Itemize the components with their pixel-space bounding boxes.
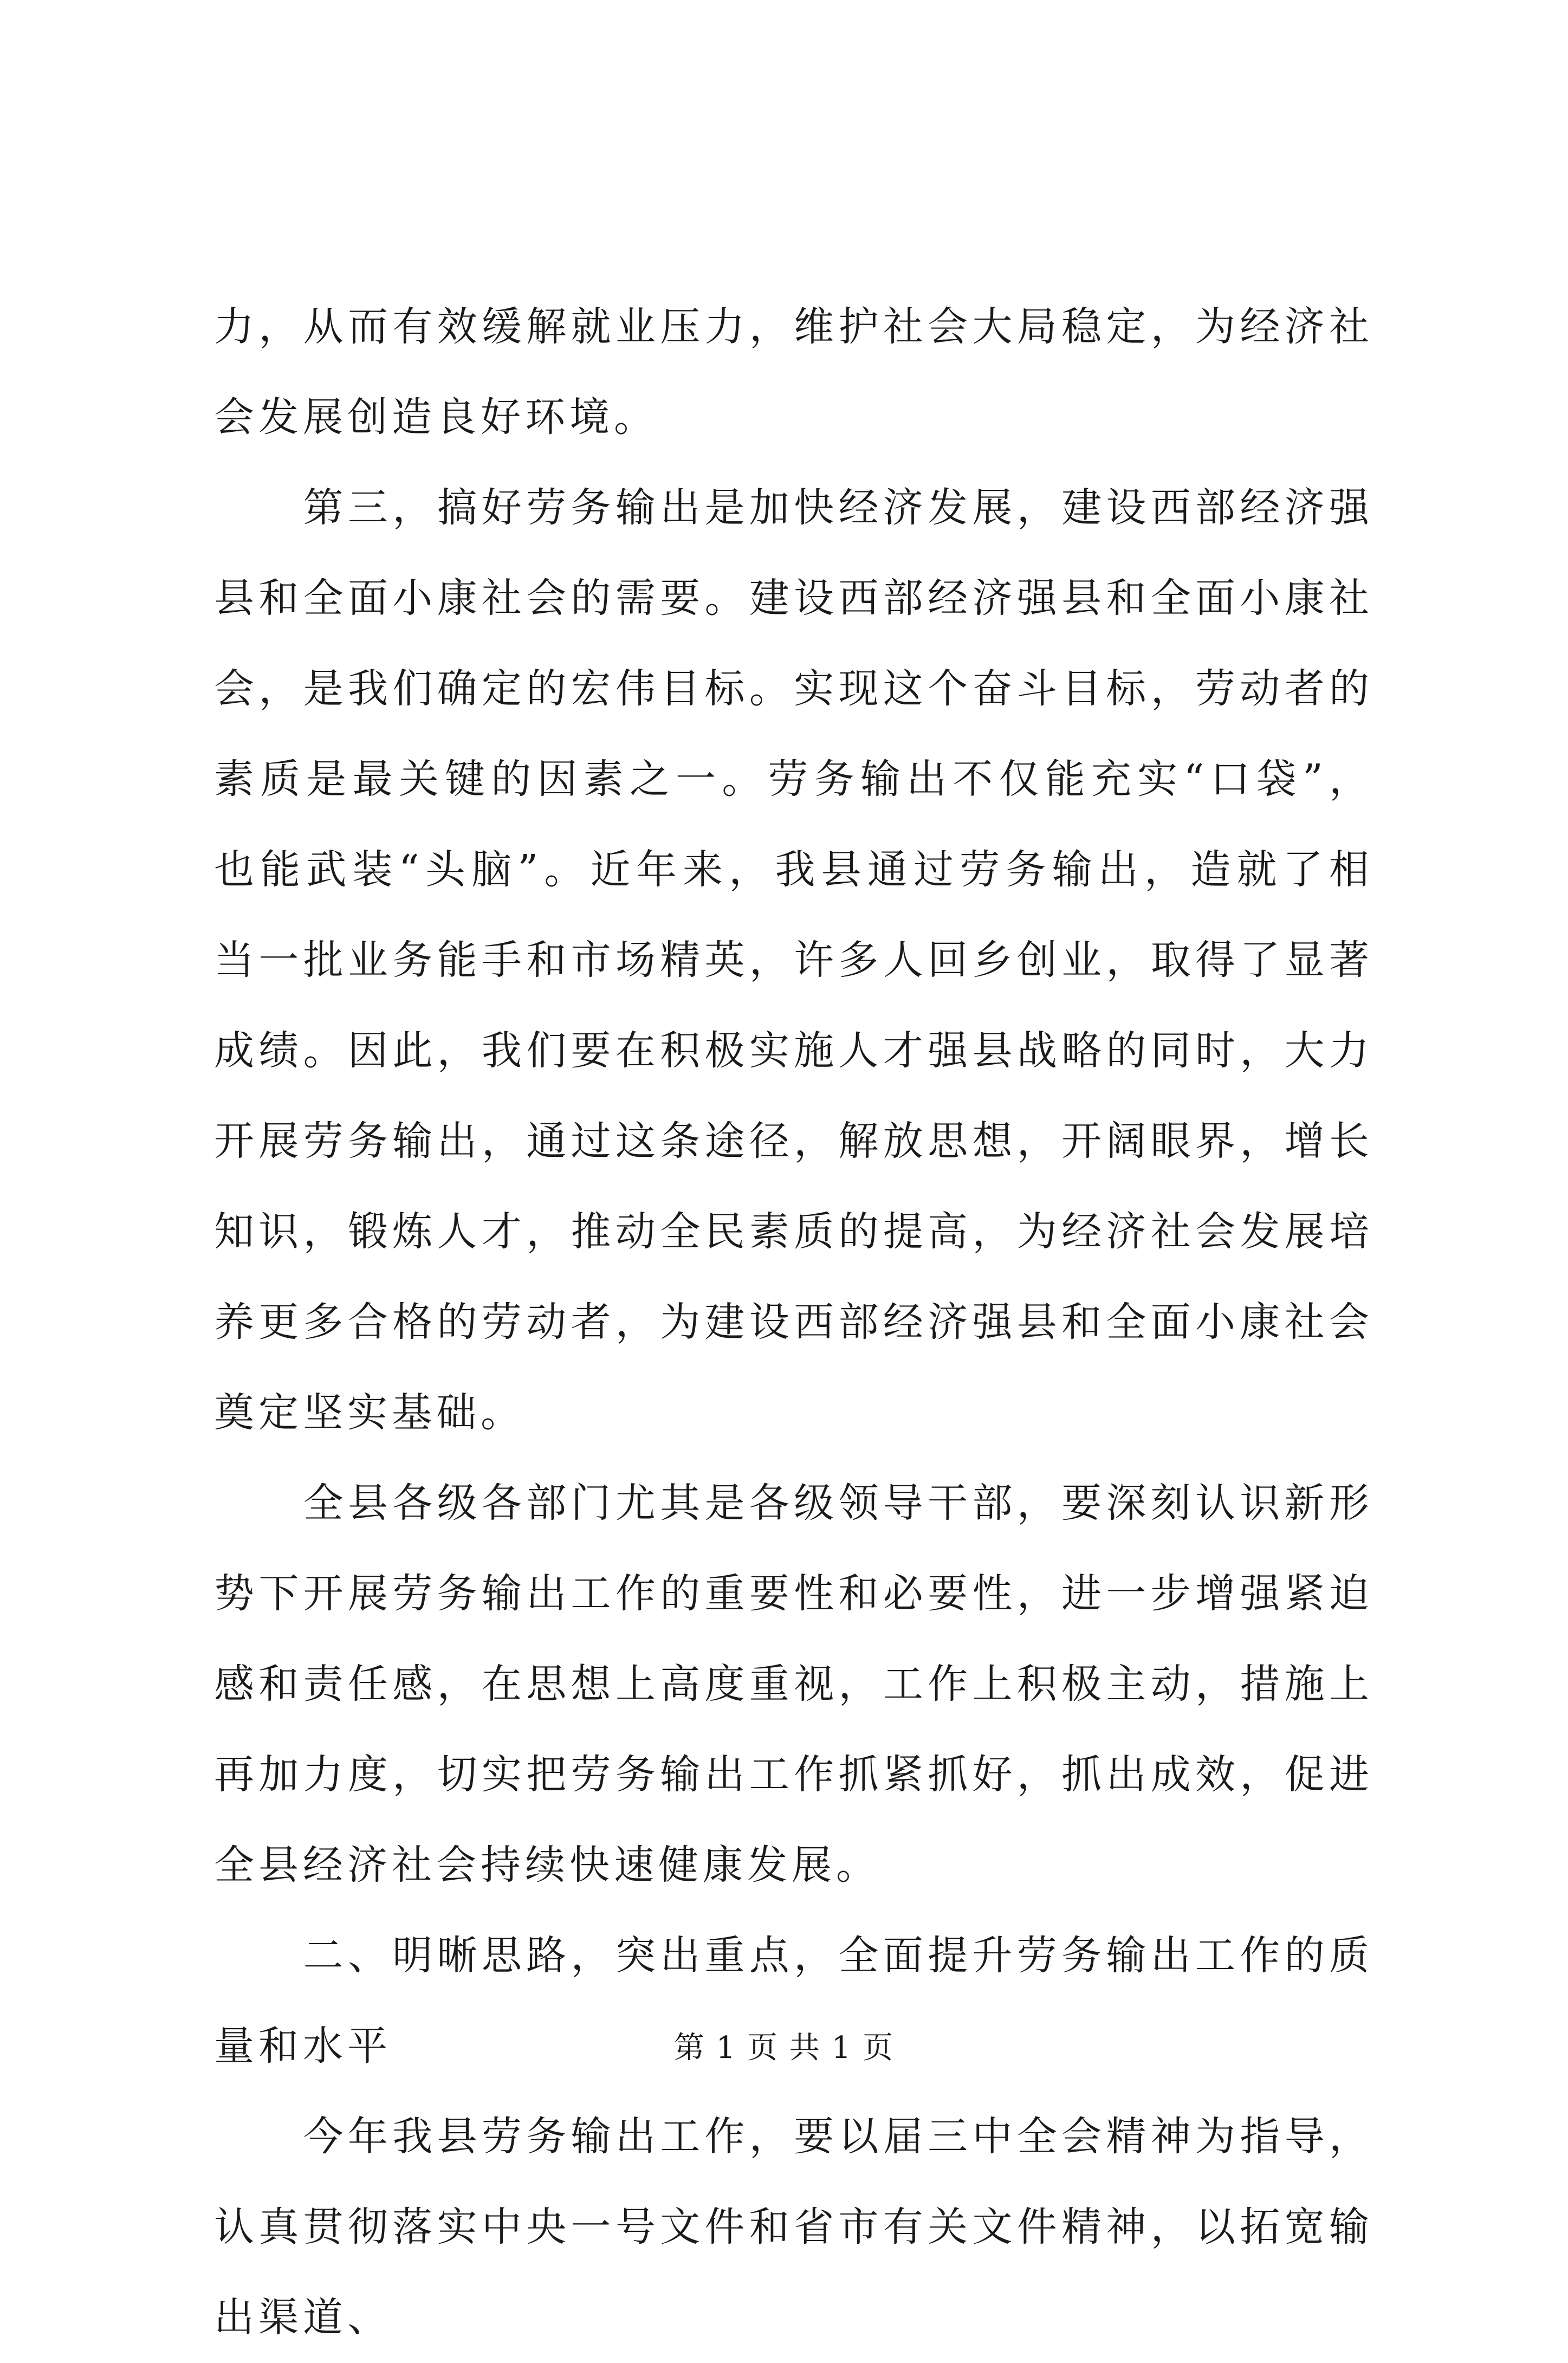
paragraph-this-year: 今年我县劳务输出工作，要以届三中全会精神为指导，认真贯彻落实中央一号文件和省市有关文件精神，以拓宽输出渠道、: [214, 2113, 1373, 2341]
paragraph-all-departments: 全县各级各部门尤其是各级领导干部，要深刻认识新形势下开展劳务输出工作的重要性和必要性，进一步增强紧迫感和责任感，在思想上高度重视，工作上积极主动，措施上再加力度，切实把劳务输出工作抓紧抓好，抓出成效，促进全县经济社会持续快速健康发展。: [214, 1480, 1373, 1888]
paragraph-continuation: 力，从而有效缓解就业压力，维护社会大局稳定，为经济社会发展创造良好环境。: [214, 303, 1373, 441]
page-footer: 第 1 页 共 1 页: [673, 2030, 895, 2066]
paragraph-third-point: 第三，搞好劳务输出是加快经济发展，建设西部经济强县和全面小康社会的需要。建设西部经济强县和全面小康社会，是我们确定的宏伟目标。实现这个奋斗目标，劳动者的素质是最关键的因素之一。劳务输出不仅能充实“口袋”，也能武装“头脑”。近年来，我县通过劳务输出，造就了相当一批业务能手和市场精英，许多人回乡创业，取得了显著成绩。因此，我们要在积极实施人才强县战略的同时，大力开展劳务输出，通过这条途径，解放思想，开阔眼界，增长知识，锻炼人才，推动全民素质的提高，为经济社会发展培养更多合格的劳动者，为建设西部经济强县和全面小康社会奠定坚实基础。: [214, 484, 1373, 1436]
section-heading-two: 二、明晰思路，突出重点，全面提升劳务输出工作的质量和水平: [214, 1932, 1373, 2069]
